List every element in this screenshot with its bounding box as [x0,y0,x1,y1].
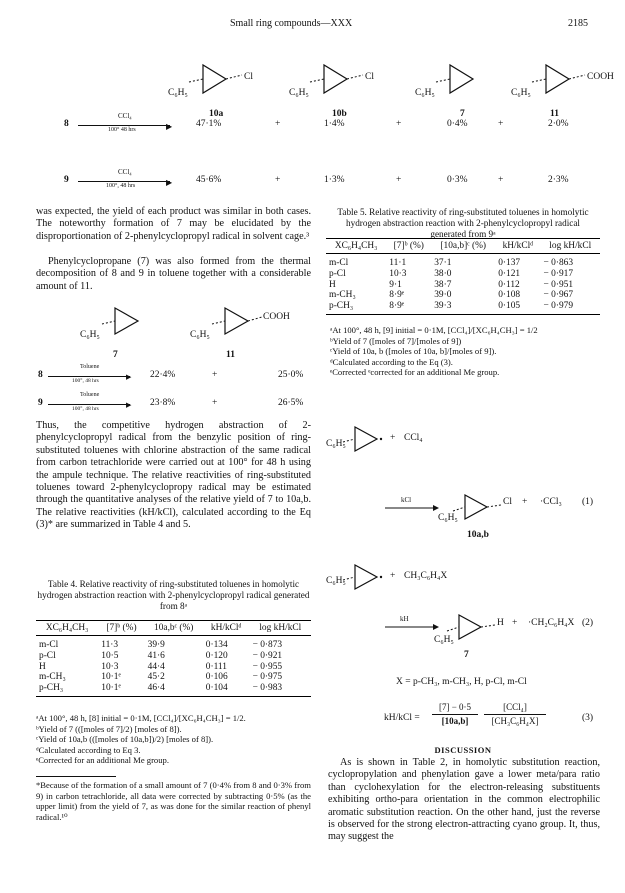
paragraph-2: Phenylcyclopropane (7) was also formed from the thermal decomposition of 8 and 9 in toluene together with a considerable amount of 11. [36,256,311,292]
table5-cell: − 0·917 [543,268,574,279]
eq1-product-group: Cl [503,497,512,507]
table-row [326,254,600,269]
table5-cell: 37·1 [434,258,452,268]
table5-cell: 11·1 [389,258,407,268]
row1-yield-7: 0·4% [447,119,468,129]
mid-row2-arrow [48,404,130,405]
table5-col-header: kH/kClᵈ [495,239,540,254]
table4-note: ᵃAt 100°, 48 h, [8] initial = 0·1M, [CCl₄]/[XC₆H₄CH₃] = 1/2. [36,713,246,723]
table-row [326,301,600,314]
paragraph-3: Thus, the competitive hydrogen abstraction of 2-phenylcyclopropyl radical from the benzylic position of ring-substituted toluenes with chlorine abstraction of the same radical from carbon tetrachloride were carried out at 100° for 48 h using the ampule technique. The relative reactivities of ring-substituted toluenes toward 2-phenylcyclopropy radical may be estimated through the quantitative analyses of the relative yield of 7 to 10a,b. The relative reactivities (kH/kCl), calculated according to the Eq (3)* are summarized in Table 4 and 5. [36,420,311,531]
mid-compound-11-structure [212,308,262,334]
eq2-product-label: 7 [464,650,469,660]
table5-note: ᵉCorrected ᵉcorrected for an additional Me group. [330,367,500,378]
table5-col-header: [10a,b]ᶜ (%) [431,239,495,254]
c10b-label: 10b [332,109,347,119]
row1-reactant: 8 [64,119,69,129]
row1-plus-3: + [498,119,504,129]
table5-notes [330,325,600,378]
table5-note: ᵃAt 100°, 48 h, [9] initial = 0·1M, [CCl₄]/[XC₆H₄CH₃] = 1/2 [330,325,538,335]
table-row [36,683,311,696]
row2-yield-10a: 45·6% [196,175,222,185]
table5-cell: H [329,279,336,290]
c10b-substituent: C₆H₅ [289,88,309,98]
table4-caption: Table 4. Relative reactivity of ring-substituted toluenes in homolytic hydrogen abstraction reaction with 2-phenylcyclopropyl radical generated from 8ᵃ [37,579,310,611]
table4-cell: m-Cl [39,640,59,650]
x-definition: X = p-CH₃, m-CH₃, H, p-Cl, m-Cl [396,677,527,687]
mid-row2-reagent: Toluene [80,392,100,398]
eq2-reagent: CH₃C₆H₄X [404,571,448,581]
table5-cell: 39·3 [431,301,495,314]
c11-substituent: C₆H₅ [511,88,531,98]
mid-row1-reactant: 8 [38,370,43,380]
mid-row1-plus: + [212,370,218,380]
footnote: *Because of the formation of a small amount of 7 (0·4% from 8 and 0·3% from 9) in carbon tetrachloride, all data were corrected by subtracting 0·5% (as the upper limit) from the yield of 7, as was done for the similar reaction of phenyl radical.¹⁰ [36,780,311,822]
table5-cell: 38·0 [434,268,452,279]
mid-row1-yield-7: 22·4% [150,370,176,380]
eq2-plus-2: + [512,618,518,628]
eq2-reactant-substituent: C₆H₅ [326,576,346,586]
table5-header-row [326,239,600,254]
mid-c11-group: COOH [263,312,290,322]
table4-cell: 0·106 [205,672,228,683]
row1-conditions: 100° 48 hrs [108,127,136,133]
eq2-coproduct: ·CH₂C₆H₄X [528,618,575,628]
eq1-product-label: 10a,b [467,530,489,540]
row1-plus-2: + [396,119,402,129]
mid-row2-yield-11: 26·5% [278,398,304,408]
mid-row2-plus: + [212,398,218,408]
table5-cell: − 0·951 [543,279,574,290]
table4-cell: 10·1ᵉ [98,683,144,696]
running-title: Small ring compounds—XXX [230,18,353,29]
mid-scheme-structures [60,300,320,350]
eq3-denominator-2: [CH₃C₆H₄X] [491,716,539,726]
table-row [326,269,600,280]
table-row [36,636,311,651]
c7-label: 7 [460,109,465,119]
row1-yield-10a: 47·1% [196,119,222,129]
table5-cell: 0·105 [495,301,540,314]
mid-compound-7-structure [102,308,138,334]
table4-cell: − 0·921 [252,650,283,661]
table-row [326,290,600,301]
mid-row1-reagent: Toluene [80,364,100,370]
paragraph-1: was expected, the yield of each product was similar in both cases. The noteworthy formation of 7 may be elucidated by the disproportionation of 2-phenylcyclopropyl radical in solvent cage.³ [36,206,311,242]
table-row [36,672,311,683]
compound-11-structure [532,65,585,93]
mid-row2-arrowhead: ▶ [126,401,132,409]
footnote-rule [36,776,116,777]
eq1-number: (1) [582,497,594,507]
row2-yield-7: 0·3% [447,175,468,185]
table4-cell: 11·3 [101,640,119,650]
table4 [36,620,311,697]
eq1-product-structure [453,495,501,519]
table4-note: ᶜYield of 10a,b (([moles of 10a,b])/2) [moles of 8]). [36,734,214,745]
table5-cell: 0·137 [498,258,521,268]
eq2-number: (2) [582,618,594,628]
eq2-reactant-radical-structure [343,565,382,589]
table4-col-header: log kH/kCl [250,621,311,636]
table4-cell: 0·111 [205,661,227,672]
table5-note: ᵈCalculated according to the Eq (3). [330,356,453,367]
discussion-heading: DISCUSSION [434,745,492,755]
row2-yield-11: 2·3% [548,175,569,185]
table4-cell: − 0·873 [252,640,283,650]
table4-cell: − 0·983 [250,683,311,696]
eq1-coproduct: ·CCl₃ [540,497,562,507]
table5-col-header: XC₆H₄CH₃ [326,239,386,254]
c10a-substituent: C₆H₅ [168,88,188,98]
table5-cell: m-CH₃ [329,290,356,301]
table4-cell: p-CH₃ [36,683,98,696]
eq3-lhs: kH/kCl = [384,713,420,723]
table4-cell: 0·104 [203,683,250,696]
eq1-reactant-radical-structure [343,427,382,451]
row2-reactant: 9 [64,175,69,185]
compound-10b-structure [310,65,363,93]
mid-c7-substituent: C₆H₅ [80,330,100,340]
mid-row1-arrow [48,376,130,377]
row2-conditions: 100°, 48 hrs [106,183,136,189]
table4-cell: m-CH₃ [39,672,66,683]
table4-cell: 46·4 [145,683,203,696]
mid-row1-yield-11: 25·0% [278,370,304,380]
compound-10a-structure [189,65,242,93]
eq2-plus: + [390,571,396,581]
table4-notes [36,713,311,766]
eq3-denominator-1: [10a,b] [441,716,469,726]
row2-arrowhead: ▶ [166,178,173,187]
table-row [326,280,600,291]
eq1-plus: + [390,433,396,443]
row1-plus: + [275,119,281,129]
row2-plus-2: + [396,175,402,185]
table5-col-header: [7]ᵇ (%) [386,239,431,254]
discussion-paragraph: As is shown in Table 2, in homolytic substitution reaction, cyclopropylation and phenylation gave a lower meta/para ratio than cyclohexylation for the electron-releasing substituents exhibiting ortho-para orientation in the common electrophilic aromatic substitution reaction. On the other hand, just the reverse is observed for the strong electron-attracting cyano group. It, thus, may suggest the [328,757,600,843]
table5-note: ᵇYield of 7 ([moles of 7]/[moles of 9]) [330,335,462,346]
eq1-reactant-substituent: C₆H₅ [326,439,346,449]
table4-cell: 10·5 [101,650,119,661]
table4-cell: 44·4 [147,661,165,672]
table4-header-row [36,621,311,636]
row1-arrow [78,125,170,126]
table5-cell: p-CH₃ [326,301,386,314]
table5-cell: − 0·979 [541,301,600,314]
mid-row2-yield-7: 23·8% [150,398,176,408]
row2-plus: + [275,175,281,185]
eq3-numerator-1: [7] − 0·5 [438,702,472,712]
table4-col-header: 10a,bᶜ (%) [145,621,203,636]
compound-7-structure [436,65,473,93]
table5-cell: 0·112 [498,279,520,290]
table4-cell: − 0·975 [252,672,283,683]
row2-yield-10b: 1·3% [324,175,345,185]
table5-cell: 8·9ᵉ [389,290,405,301]
row2-plus-3: + [498,175,504,185]
mid-row2-reactant: 9 [38,398,43,408]
table5 [326,238,600,315]
eq1-plus-2: + [522,497,528,507]
table5-cell: 0·108 [498,290,521,301]
table5-cell: 8·9ᵉ [386,301,431,314]
table4-cell: p-Cl [39,650,56,661]
table5-cell: 38·7 [434,279,452,290]
equation-2-structures [325,553,605,663]
eq2-product-structure [447,615,495,639]
mid-row1-conditions: 100°, 48 hrs [72,378,99,384]
table4-note: ᵈCalculated according to Eq 3. [36,744,141,755]
eq3-fraction-bar-2 [484,714,546,715]
c11-label: 11 [550,109,559,119]
eq2-rate-constant: kH [400,615,409,623]
table4-cell: 39·9 [147,640,165,650]
row2-reagent: CCl₄ [118,168,132,176]
table4-cell: − 0·955 [252,661,283,672]
table5-cell: − 0·967 [543,290,574,301]
table5-cell: 10·3 [389,268,407,279]
c10a-label: 10a [209,109,224,119]
c10b-group: Cl [365,72,374,82]
mid-row2-conditions: 100°, 48 hrs [72,406,99,412]
table4-cell: 0·134 [205,640,228,650]
eq1-product-substituent: C₆H₅ [438,513,458,523]
eq1-arrowhead [433,505,439,511]
eq1-rate-constant: kCl [401,496,412,504]
table4-note: ᵇYield of 7 (([moles of 7]/2) [moles of 8]). [36,723,182,734]
c7-substituent: C₆H₅ [415,88,435,98]
table5-col-header: log kH/kCl [541,239,600,254]
table4-cell: 41·6 [147,650,165,661]
row1-yield-10b: 1·4% [324,119,345,129]
mid-c11-substituent: C₆H₅ [190,330,210,340]
table4-col-header: kH/kClᵈ [203,621,250,636]
table5-cell: p-Cl [329,268,346,279]
eq2-product-group: H [497,618,504,628]
table4-cell: 45·2 [147,672,165,683]
table-row [36,662,311,673]
table4-cell: 10·1ᵉ [101,672,121,683]
row1-yield-11: 2·0% [548,119,569,129]
eq2-arrowhead [433,624,439,630]
table4-cell: 10·3 [101,661,119,672]
table5-cell: 0·121 [498,268,521,279]
eq3-numerator-2: [CCl₄] [503,702,527,712]
mid-c11-label: 11 [226,350,235,360]
row1-arrowhead: ▶ [166,122,173,131]
table4-col-header: [7]ᵇ (%) [98,621,144,636]
page-number: 2185 [568,18,588,29]
table-row [36,651,311,662]
table4-cell: H [39,661,46,672]
eq1-reagent: CCl₄ [404,433,423,443]
table5-caption: Table 5. Relative reactivity of ring-substituted toluenes in homolytic hydrogen abstraction reaction with 2-phenylcyclopropyl radical generated from 9ᵃ [337,207,589,239]
table4-cell: 0·120 [205,650,228,661]
row1-reagent: CCl₄ [118,112,132,120]
table5-cell: − 0·863 [543,258,574,268]
table5-cell: 39·0 [434,290,452,301]
row2-arrow [78,181,170,182]
table4-note: ᵉCorrected for an additional Me group. [36,755,169,766]
mid-c7-label: 7 [113,350,118,360]
c11-group: COOH [587,72,614,82]
table5-note: ᶜYield of 10a, b ([moles of 10a, b]/[moles of 9]). [330,346,497,357]
table5-cell: m-Cl [329,258,349,268]
equation-1-structures [325,415,605,545]
table4-col-header: XC₆H₄CH₃ [36,621,98,636]
eq3-number: (3) [582,713,594,723]
table5-cell: 9·1 [389,279,402,290]
mid-row1-arrowhead: ▶ [126,373,132,381]
eq3-fraction-bar-1 [432,714,478,715]
c10a-group: Cl [244,72,253,82]
eq2-product-substituent: C₆H₅ [434,635,454,645]
